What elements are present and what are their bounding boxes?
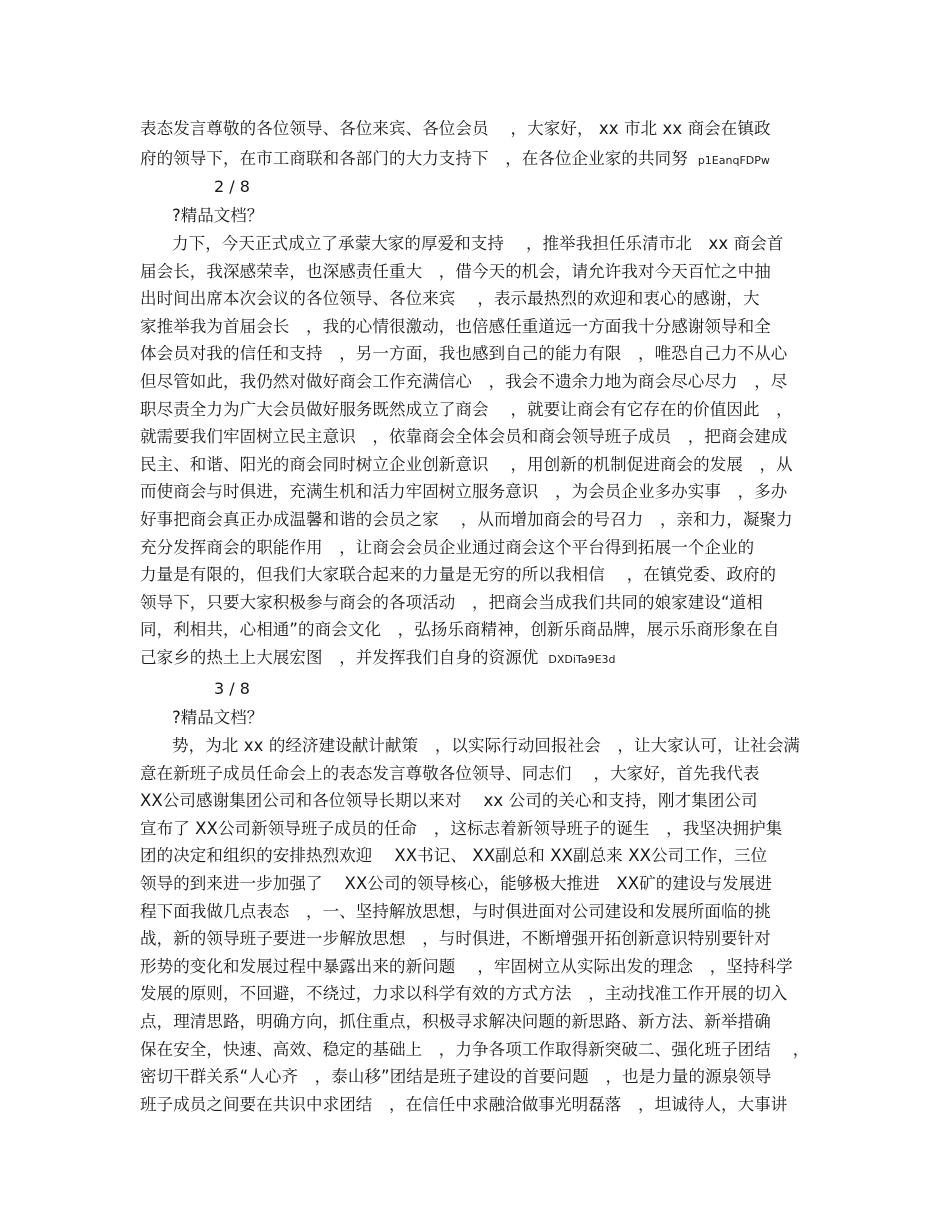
text-line: XX公司感谢集团公司和各位领导长期以来对 xx 公司的关心和支持，刚才集团公司 <box>140 791 758 811</box>
text-line: 力下，今天正式成立了承蒙大家的厚爱和支持 ，推举我担任乐清市北 xx 商会首 <box>172 234 784 253</box>
text-line: 宣布了 XX公司新领导班子成员的任命 ，这标志着新领导班子的诞生 ，我坚决拥护集 <box>140 818 783 838</box>
text-line: 就需要我们牢固树立民主意识 ，依靠商会全体会员和商会领导班子成员 ，把商会建成 <box>140 427 788 447</box>
text-line: 团的决定和组织的安排热烈欢迎 XX书记、 XX副总和 XX副总来 XX公司工作，三位 <box>140 846 768 866</box>
text-line: 势，为北 xx 的经济建设献计献策 ，以实际行动回报社会 ，让大家认可，让社会满 <box>172 736 801 755</box>
text-line: 届会长，我深感荣幸，也深感责任重大 ，借今天的机会，请允许我对今天百忙之中抽 <box>140 261 771 281</box>
text-line: 密切干群关系“人心齐 ，泰山移”团结是班子建设的首要问题 ，也是力量的源泉领导 <box>140 1067 772 1087</box>
text-line: 出时间出席本次会议的各位领导、各位来宾 ，表示最热烈的欢迎和衷心的感谢，大 <box>140 289 760 309</box>
doc-code: p1EanqFDPw <box>697 154 770 167</box>
text-line: 职尽责全力为广大会员做好服务既然成立了商会 ，就要让商会有它存在的价值因此 ， <box>140 399 793 419</box>
text-line: 领导下，只要大家积极参与商会的各项活动 ，把商会当成我们共同的娘家建设“道相 <box>140 592 763 612</box>
text-line: 战，新的领导班子要进一步解放思想 ，与时俱进，不断增强开拓创新意识特别要针对 <box>140 929 771 949</box>
page-header: ?精品文档？ <box>172 206 264 225</box>
text-line: 力量是有限的，但我们大家联合起来的力量是无穷的所以我相信 ，在镇党委、政府的 <box>140 565 777 585</box>
text-line: 领导的到来进一步加强了 XX公司的领导核心，能够极大推进 XX矿的建设与发展进 <box>140 874 772 893</box>
text-line: 程下面我做几点表态 ，一、坚持解放思想，与时俱进面对公司建设和发展所面临的挑 <box>140 901 771 921</box>
text-line: 同，利相共，心相通”的商会文化 ，弘扬乐商精神，创新乐商品牌，展示乐商形象在自 <box>140 620 780 640</box>
text-line: 点，理清思路，明确方向，抓住重点，积极寻求解决问题的新思路、新方法、新举措确 <box>140 1012 771 1031</box>
text-line: 而使商会与时俱进，充满生机和活力牢固树立服务意识 ，为会员企业多办实事 ，多办 <box>140 482 788 502</box>
text-line: 意在新班子成员任命会上的表态发言尊敬各位领导、同志们 ，大家好，首先我代表 <box>140 763 760 783</box>
text-line: 形势的变化和发展过程中暴露出来的新问题 ，牢固树立从实际出发的理念 ，坚持科学 <box>140 956 793 976</box>
page-header: ?精品文档？ <box>172 708 264 727</box>
text-line: 府的领导下，在市工商联和各部门的大力支持下 ，在各位企业家的共同努 p1EanqFDPw <box>140 149 770 168</box>
text-line: 己家乡的热土上大展宏图 ，并发挥我们自身的资源优 DXDiTa9E3d <box>140 648 616 667</box>
text-line: 好事把商会真正办成温馨和谐的会员之家 ，从而增加商会的号召力 ，亲和力，凝聚力 <box>140 510 793 529</box>
text-line: 充分发挥商会的职能作用 ，让商会会员企业通过商会这个平台得到拓展一个企业的 <box>140 537 755 557</box>
doc-code: DXDiTa9E3d <box>548 653 616 666</box>
text-line: 表态发言尊敬的各位领导、各位来宾、各位会员 ，大家好， xx 市北 xx 商会在镇政 <box>140 119 771 138</box>
page-number: 3 / 8 <box>214 679 250 698</box>
text-line: 保在安全，快速、高效、稳定的基础上 ，力争各项工作取得新突破二、强化班子团结 ， <box>140 1039 810 1059</box>
text-line: 发展的原则，不回避，不绕过，力求以科学有效的方式方法 ，主动找准工作开展的切入 <box>140 984 788 1004</box>
page-number: 2 / 8 <box>214 177 250 196</box>
text-line: 家推举我为首届会长 ，我的心情很激动，也倍感任重道远一方面我十分感谢领导和全 <box>140 316 771 336</box>
text-line: 体会员对我的信任和支持 ，另一方面，我也感到自己的能力有限 ，唯恐自己力不从心 <box>140 344 788 364</box>
text-line: 民主、和谐、阳光的商会同时树立企业创新意识 ，用创新的机制促进商会的发展 ，从 <box>140 454 793 474</box>
text-line: 班子成员之间要在共识中求团结 ，在信任中求融洽做事光明磊落 ，坦诚待人，大事讲 <box>140 1094 788 1114</box>
text-line: 但尽管如此，我仍然对做好商会工作充满信心 ，我会不遗余力地为商会尽心尽力 ，尽 <box>140 372 788 391</box>
